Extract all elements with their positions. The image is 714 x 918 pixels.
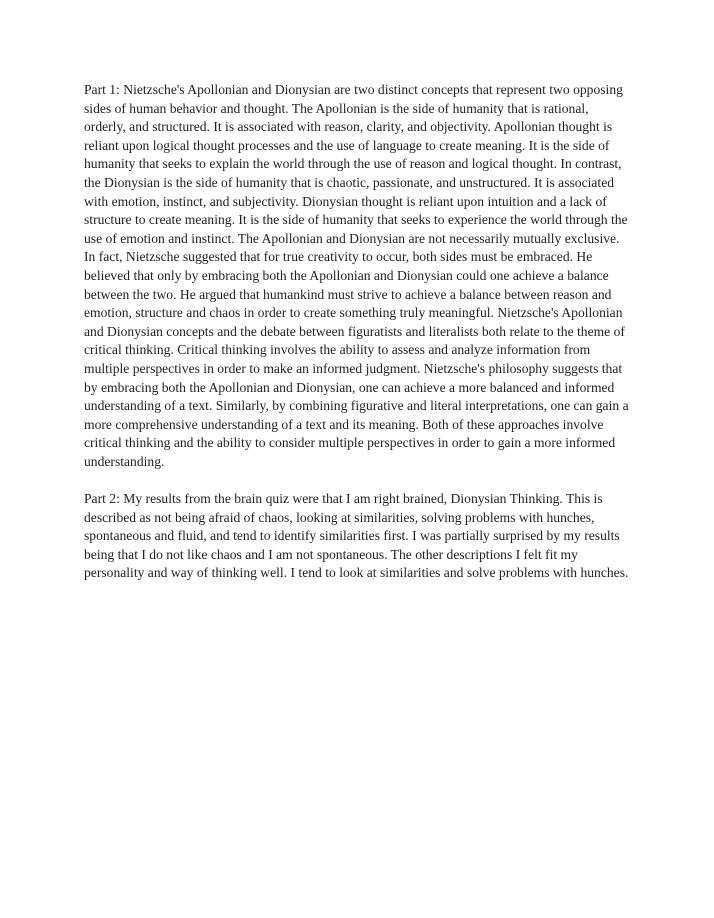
paragraph-part-2: Part 2: My results from the brain quiz were that I am right brained, Dionysian Thinking. This is described as not being afraid of chaos, looking at similarities, solving problems with hunches, spontaneous and fluid, and tend to identify similarities first. I was partially surprised by my results being that I do not like chaos and I am not spontaneous. The other descriptions I felt fit my personality and way of thinking well. I tend to look at similarities and solve problems with hunches.: [84, 491, 629, 581]
paragraph-part-1: Part 1: Nietzsche's Apollonian and Dionysian are two distinct concepts that represent two opposing sides of human behavior and thought. The Apollonian is the side of humanity that is rational, orderly, and structured. It is associated with reason, clarity, and objectivity. Apollonian thought is reliant upon logical thought processes and the use of language to create meaning. It is the side of humanity that seeks to explain the world through the use of reason and logical thought. In contrast, the Dionysian is the side of humanity that is chaotic, passionate, and unstructured. It is associated with emotion, instinct, and subjectivity. Dionysian thought is reliant upon intuition and a lack of structure to create meaning. It is the side of humanity that seeks to experience the world through the use of emotion and instinct. The Apollonian and Dionysian are not necessarily mutually exclusive. In fact, Nietzsche suggested that for true creativity to occur, both sides must be embraced. He believed that only by embracing both the Apollonian and Dionysian could one achieve a balance between the two. He argued that humankind must strive to achieve a balance between reason and emotion, structure and chaos in order to create something truly meaningful. Nietzsche's Apollonian and Dionysian concepts and the debate between figuratists and literalists both relate to the theme of critical thinking. Critical thinking involves the ability to assess and analyze information from multiple perspectives in order to make an informed judgment. Nietzsche's philosophy suggests that by embracing both the Apollonian and Dionysian, one can achieve a more balanced and informed understanding of a text. Similarly, by combining figurative and literal interpretations, one can gain a more comprehensive understanding of a text and its meaning. Both of these approaches involve critical thinking and the ability to consider multiple perspectives in order to gain a more informed understanding.: [84, 82, 629, 469]
document-body: [84, 81, 632, 602]
